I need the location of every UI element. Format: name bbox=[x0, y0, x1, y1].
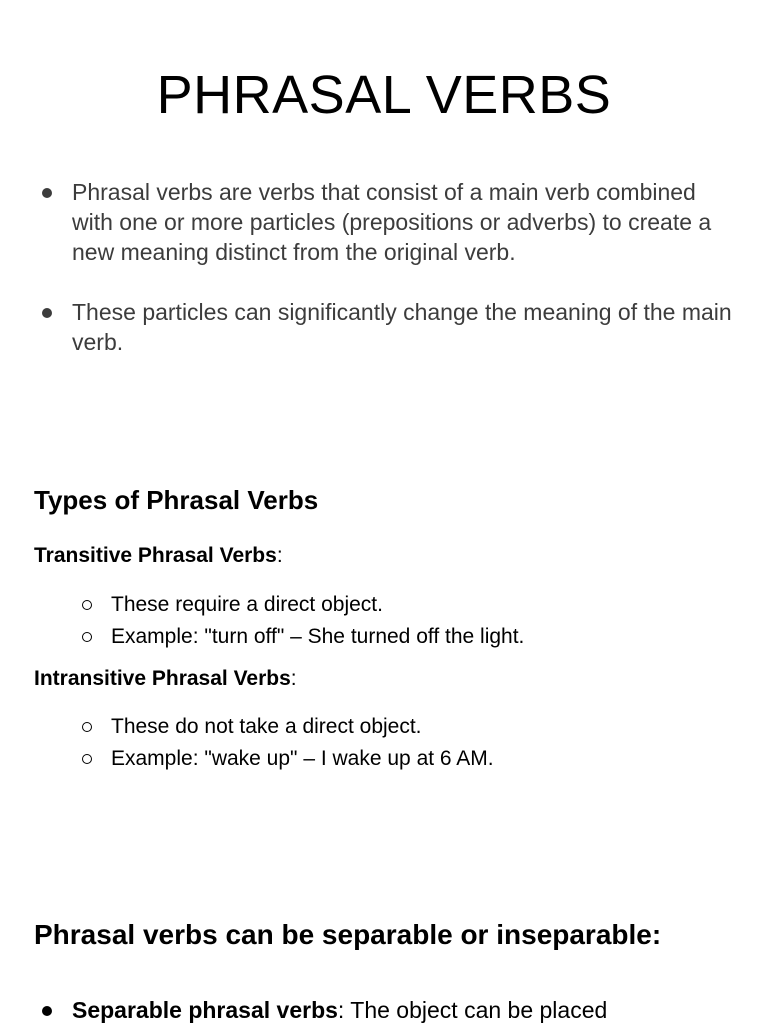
page-title: PHRASAL VERBS bbox=[156, 65, 612, 125]
list-item bbox=[0, 994, 768, 1026]
separable-heading: Phrasal verbs can be separable or inseparable: bbox=[34, 919, 662, 950]
list-item bbox=[0, 711, 768, 743]
list-item bbox=[0, 297, 768, 357]
transitive-list bbox=[0, 589, 768, 653]
transitive-item-text: These require a direct object. bbox=[111, 593, 383, 616]
bullet-icon bbox=[42, 308, 52, 318]
bullet-icon bbox=[42, 1006, 52, 1016]
intransitive-suffix: : bbox=[290, 667, 297, 690]
intransitive-heading bbox=[34, 666, 297, 692]
circle-bullet-icon bbox=[82, 632, 92, 642]
separable-label: Separable phrasal verbs bbox=[72, 997, 338, 1023]
intransitive-item-text: Example: "wake up" – I wake up at 6 AM. bbox=[111, 747, 494, 770]
intro-text: These particles can significantly change the meaning of the main verb. bbox=[72, 299, 732, 355]
list-item bbox=[0, 177, 768, 267]
list-item bbox=[0, 589, 768, 621]
transitive-heading bbox=[34, 543, 283, 569]
list-item bbox=[0, 621, 768, 653]
transitive-item-text: Example: "turn off" – She turned off the light. bbox=[111, 625, 525, 648]
separable-list bbox=[0, 994, 768, 1026]
intro-list bbox=[0, 177, 768, 387]
transitive-suffix: : bbox=[276, 544, 283, 567]
circle-bullet-icon bbox=[82, 754, 92, 764]
transitive-label: Transitive Phrasal Verbs bbox=[34, 544, 277, 567]
list-item bbox=[0, 743, 768, 775]
circle-bullet-icon bbox=[82, 600, 92, 610]
circle-bullet-icon bbox=[82, 722, 92, 732]
intransitive-list bbox=[0, 711, 768, 775]
intro-text: Phrasal verbs are verbs that consist of a main verb combined with one or more particles (prepositions or adverbs) to create a new meaning distinct from the original verb. bbox=[72, 179, 712, 265]
bullet-icon bbox=[42, 188, 52, 198]
types-heading: Types of Phrasal Verbs bbox=[34, 485, 319, 515]
separable-text: : The object can be placed bbox=[337, 997, 608, 1023]
intransitive-item-text: These do not take a direct object. bbox=[111, 715, 422, 738]
intransitive-label: Intransitive Phrasal Verbs bbox=[34, 667, 291, 690]
